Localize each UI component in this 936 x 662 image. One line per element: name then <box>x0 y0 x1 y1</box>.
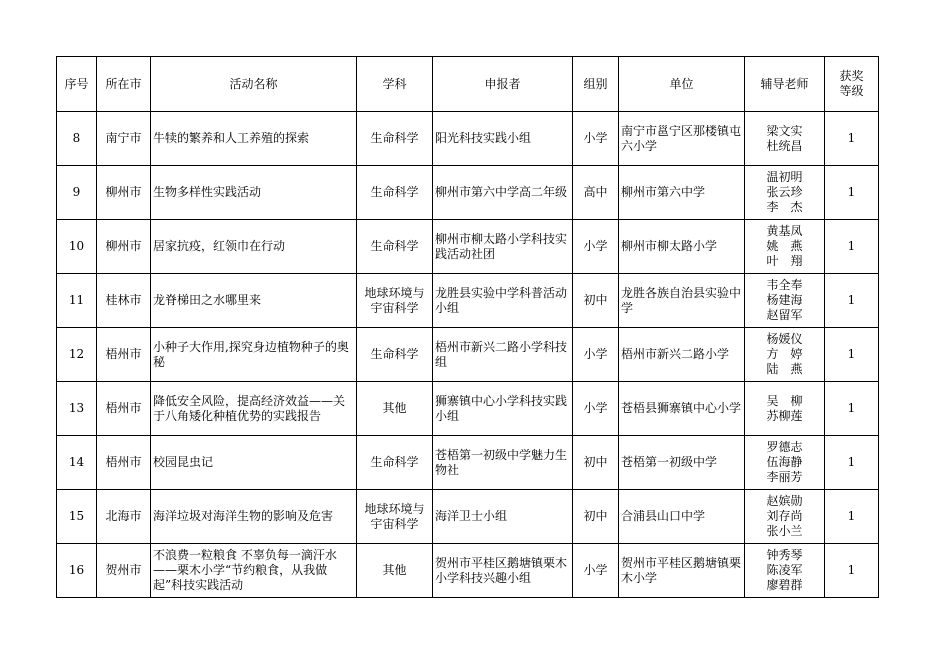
cell-unit: 龙胜各族自治县实验中学 <box>619 274 745 328</box>
cell-applicant: 柳州市第六中学高二年级 <box>433 166 573 220</box>
teacher-name: 吴 柳 <box>766 393 803 408</box>
teacher-name: 杨建海 <box>766 293 803 307</box>
cell-activity: 生物多样性实践活动 <box>151 166 357 220</box>
cell-level: 1 <box>825 220 879 274</box>
teacher-name: 罗德志 <box>766 440 803 454</box>
cell-teachers <box>745 436 825 490</box>
cell-city: 北海市 <box>97 490 151 544</box>
cell-applicant: 贺州市平桂区鹅塘镇栗木小学科技兴趣小组 <box>433 544 573 598</box>
teacher-name: 姚 燕 <box>766 239 803 253</box>
table-row <box>57 166 879 220</box>
cell-unit: 梧州市新兴二路小学 <box>619 328 745 382</box>
cell-unit: 贺州市平桂区鹅塘镇栗木小学 <box>619 544 745 598</box>
cell-applicant: 苍梧第一初级中学魅力生物社 <box>433 436 573 490</box>
award-table <box>56 56 879 598</box>
cell-level: 1 <box>825 382 879 436</box>
teacher-name: 方 婷 <box>766 347 803 361</box>
teacher-name: 陆 燕 <box>766 362 803 376</box>
cell-city: 梧州市 <box>97 436 151 490</box>
cell-activity: 龙脊梯田之水哪里来 <box>151 274 357 328</box>
header-group: 组别 <box>573 57 619 112</box>
cell-subject: 生命科学 <box>357 328 433 382</box>
cell-level: 1 <box>825 112 879 166</box>
cell-group: 初中 <box>573 274 619 328</box>
cell-activity: 降低安全风险，提高经济效益——关于八角矮化种植优势的实践报告 <box>151 382 357 436</box>
header-city: 所在市 <box>97 57 151 112</box>
cell-activity: 校园昆虫记 <box>151 436 357 490</box>
cell-level: 1 <box>825 274 879 328</box>
cell-teachers <box>745 544 825 598</box>
teacher-name: 李丽芳 <box>766 470 803 484</box>
cell-teachers <box>745 220 825 274</box>
cell-no: 10 <box>57 220 97 274</box>
cell-no: 11 <box>57 274 97 328</box>
teacher-name: 张小兰 <box>766 524 803 538</box>
cell-subject: 生命科学 <box>357 436 433 490</box>
teacher-name: 梁文实 <box>766 123 803 138</box>
cell-level: 1 <box>825 328 879 382</box>
header-activity: 活动名称 <box>151 57 357 112</box>
cell-no: 15 <box>57 490 97 544</box>
table-row <box>57 436 879 490</box>
cell-group: 小学 <box>573 382 619 436</box>
cell-unit: 柳州市柳太路小学 <box>619 220 745 274</box>
table-row <box>57 220 879 274</box>
cell-no: 13 <box>57 382 97 436</box>
cell-level: 1 <box>825 436 879 490</box>
header-unit: 单位 <box>619 57 745 112</box>
cell-group: 小学 <box>573 328 619 382</box>
cell-teachers <box>745 382 825 436</box>
cell-subject: 生命科学 <box>357 220 433 274</box>
teacher-name: 黄基凤 <box>766 224 803 238</box>
cell-city: 南宁市 <box>97 112 151 166</box>
cell-no: 9 <box>57 166 97 220</box>
cell-no: 14 <box>57 436 97 490</box>
cell-group: 小学 <box>573 220 619 274</box>
teacher-name: 赵嫔勋 <box>766 494 803 508</box>
cell-subject: 地球环境与宇宙科学 <box>357 490 433 544</box>
teacher-name: 叶 翔 <box>766 254 803 268</box>
teacher-name: 刘存尚 <box>766 509 803 523</box>
cell-group: 高中 <box>573 166 619 220</box>
cell-teachers <box>745 166 825 220</box>
cell-applicant: 海洋卫士小组 <box>433 490 573 544</box>
cell-teachers <box>745 274 825 328</box>
teacher-name: 杨媛仪 <box>766 332 803 346</box>
table-body <box>57 112 879 598</box>
teacher-name: 李 杰 <box>766 200 803 214</box>
cell-group: 小学 <box>573 112 619 166</box>
table-row <box>57 328 879 382</box>
teacher-name: 赵留军 <box>766 308 803 322</box>
cell-subject: 其他 <box>357 382 433 436</box>
cell-group: 初中 <box>573 490 619 544</box>
cell-unit: 南宁市邕宁区那楼镇屯六小学 <box>619 112 745 166</box>
cell-applicant: 阳光科技实践小组 <box>433 112 573 166</box>
cell-city: 桂林市 <box>97 274 151 328</box>
header-applicant: 申报者 <box>433 57 573 112</box>
cell-applicant: 龙胜县实验中学科普活动小组 <box>433 274 573 328</box>
table-row <box>57 382 879 436</box>
table-row <box>57 274 879 328</box>
teacher-name: 韦全奉 <box>766 278 803 292</box>
cell-teachers <box>745 112 825 166</box>
header-row <box>57 57 879 112</box>
teacher-name: 陈凌军 <box>766 563 803 577</box>
header-level: 获奖 等级 <box>825 57 879 112</box>
cell-activity: 不浪费一粒粮食 不辜负每一滴汗水——栗木小学“节约粮食，从我做起”科技实践活动 <box>151 544 357 598</box>
cell-unit: 苍梧第一初级中学 <box>619 436 745 490</box>
cell-applicant: 柳州市柳太路小学科技实践活动社团 <box>433 220 573 274</box>
cell-subject: 其他 <box>357 544 433 598</box>
teacher-name: 苏柳莲 <box>766 408 803 423</box>
cell-city: 梧州市 <box>97 382 151 436</box>
teacher-name: 温初明 <box>766 170 803 184</box>
cell-applicant: 梧州市新兴二路小学科技组 <box>433 328 573 382</box>
cell-group: 初中 <box>573 436 619 490</box>
cell-no: 8 <box>57 112 97 166</box>
cell-unit: 合浦县山口中学 <box>619 490 745 544</box>
teacher-name: 张云珍 <box>766 185 803 199</box>
cell-activity: 小种子大作用,探究身边植物种子的奥秘 <box>151 328 357 382</box>
cell-city: 柳州市 <box>97 166 151 220</box>
cell-no: 12 <box>57 328 97 382</box>
table-row <box>57 544 879 598</box>
cell-subject: 地球环境与宇宙科学 <box>357 274 433 328</box>
cell-activity: 居家抗疫，红领巾在行动 <box>151 220 357 274</box>
cell-applicant: 狮寨镇中心小学科技实践小组 <box>433 382 573 436</box>
cell-level: 1 <box>825 490 879 544</box>
cell-level: 1 <box>825 544 879 598</box>
cell-activity: 海洋垃圾对海洋生物的影响及危害 <box>151 490 357 544</box>
cell-unit: 柳州市第六中学 <box>619 166 745 220</box>
cell-city: 梧州市 <box>97 328 151 382</box>
cell-city: 柳州市 <box>97 220 151 274</box>
cell-teachers <box>745 490 825 544</box>
table-row <box>57 490 879 544</box>
teacher-name: 伍海静 <box>766 455 803 469</box>
cell-level: 1 <box>825 166 879 220</box>
teacher-name: 钟秀琴 <box>766 548 803 562</box>
header-teachers: 辅导老师 <box>745 57 825 112</box>
cell-subject: 生命科学 <box>357 166 433 220</box>
header-subject: 学科 <box>357 57 433 112</box>
cell-subject: 生命科学 <box>357 112 433 166</box>
cell-unit: 苍梧县狮寨镇中心小学 <box>619 382 745 436</box>
cell-group: 小学 <box>573 544 619 598</box>
cell-activity: 牛犊的繁养和人工养殖的探索 <box>151 112 357 166</box>
teacher-name: 杜统昌 <box>766 138 803 153</box>
cell-teachers <box>745 328 825 382</box>
header-no: 序号 <box>57 57 97 112</box>
cell-city: 贺州市 <box>97 544 151 598</box>
table-row <box>57 112 879 166</box>
cell-no: 16 <box>57 544 97 598</box>
teacher-name: 廖碧群 <box>766 578 803 592</box>
